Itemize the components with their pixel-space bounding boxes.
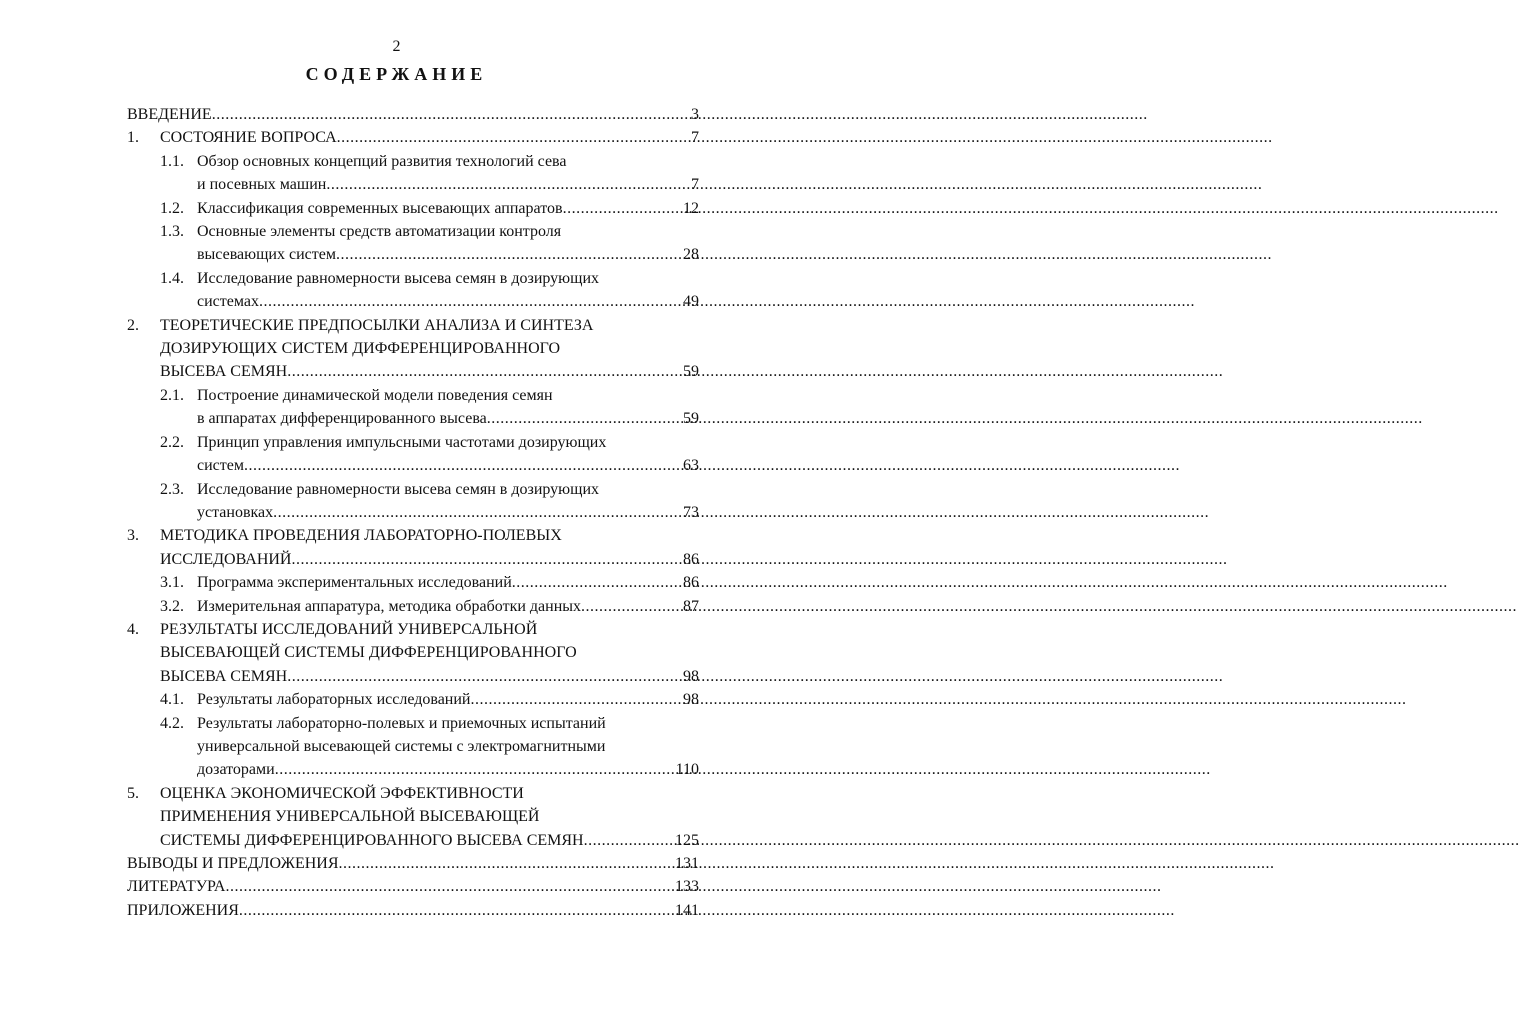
toc-page-number: 7 (691, 129, 699, 147)
toc-dot-leader (212, 103, 669, 126)
toc-page-number: 133 (675, 878, 699, 896)
toc-dot-leader (512, 571, 669, 594)
toc-page-number: 87 (683, 597, 699, 615)
toc-entry-line (160, 360, 699, 383)
toc-entry-label: ВЫВОДЫ И ПРЕДЛОЖЕНИЯ (127, 855, 339, 872)
toc-entry-text (197, 712, 699, 782)
toc-entry-number: 3. (127, 527, 139, 545)
toc-entry-number: 5. (127, 784, 139, 802)
toc-page-number: 3 (691, 106, 699, 123)
toc-entry-label: СОСТОЯНИЕ ВОПРОСА (160, 129, 337, 147)
toc-dot-leader (326, 173, 669, 196)
toc-entry-line (197, 150, 699, 173)
toc-entry-label: Результаты лабораторных исследований (197, 691, 471, 709)
toc-entry-text (197, 478, 699, 525)
toc-entry-label: в аппаратах дифференцированного высева (197, 410, 487, 428)
toc-entry-text (160, 314, 699, 384)
toc-entry-label: Исследование равномерности высева семян в дозирующих (197, 480, 599, 498)
toc-page-number: 12 (683, 199, 699, 217)
toc-entry-line (197, 478, 699, 501)
toc-entry-label: РЕЗУЛЬТАТЫ ИССЛЕДОВАНИЙ УНИВЕРСАЛЬНОЙ (160, 620, 538, 638)
toc-entry-text (197, 220, 699, 267)
toc-entry-line (197, 454, 699, 477)
toc-entry-line (197, 267, 699, 290)
toc-entry-label: дозаторами (197, 761, 275, 779)
toc-entry-label: ВЫСЕВА СЕМЯН (160, 667, 288, 685)
toc-page-number: 131 (675, 855, 699, 872)
toc-entry-line (160, 829, 699, 852)
toc-entry-label: ИССЛЕДОВАНИЙ (160, 550, 292, 568)
toc-page-number: 86 (683, 550, 699, 568)
toc-page-number: 63 (683, 457, 699, 475)
toc-entry-line (160, 337, 699, 360)
toc-entry-label: и посевных машин (197, 176, 327, 194)
toc-entry (127, 688, 699, 711)
toc-entry-line (160, 126, 699, 149)
toc-entry-label: универсальной высевающей системы с электромагнитными (197, 737, 606, 755)
toc-entry (127, 220, 699, 267)
toc-entry-label: Основные элементы средств автоматизации контроля (197, 223, 562, 241)
toc-dot-leader (470, 688, 669, 711)
toc-page-number: 28 (683, 246, 699, 264)
toc-entry-label: Измерительная аппаратура, методика обработки данных (197, 597, 582, 615)
toc-entry-label: системах (197, 293, 259, 311)
toc-entry-text (127, 103, 699, 126)
toc-entry-line (197, 501, 699, 524)
toc-entry-number: 1.4. (160, 269, 184, 287)
toc-entry-line (160, 641, 699, 664)
toc-entry (127, 478, 699, 525)
page-number: 2 (392, 38, 401, 55)
toc-entry-line (160, 665, 699, 688)
toc-page-number: 59 (683, 410, 699, 428)
toc-entry (127, 267, 699, 314)
toc-entry (127, 524, 699, 571)
toc-page-number: 98 (683, 667, 699, 685)
toc-entry-label: ВЫСЕВА СЕМЯН (160, 363, 288, 381)
toc-entry-label: ОЦЕНКА ЭКОНОМИЧЕСКОЙ ЭФФЕКТИВНОСТИ (160, 784, 524, 802)
toc-entry (127, 782, 699, 852)
toc-entry-label: ЛИТЕРАТУРА (127, 878, 226, 896)
toc-entry-text (197, 384, 699, 431)
toc-entry-number: 4.2. (160, 714, 184, 732)
toc-entry-text (127, 899, 699, 922)
toc-dot-leader (487, 407, 669, 430)
toc-entry (127, 595, 699, 618)
toc-entry-label: ВЫСЕВАЮЩЕЙ СИСТЕМЫ ДИФФЕРЕНЦИРОВАННОГО (160, 644, 577, 662)
toc-dot-leader (339, 852, 669, 875)
toc-entry-label: ДОЗИРУЮЩИХ СИСТЕМ ДИФФЕРЕНЦИРОВАННОГО (160, 340, 561, 358)
toc-entry (127, 126, 699, 149)
toc-entry-label: ВВЕДЕНИЕ (127, 106, 212, 123)
toc-entry-label: Классификация современных высевающих аппаратов (197, 199, 563, 217)
toc-entry-number: 2.1. (160, 386, 184, 404)
toc-entry-line (197, 431, 699, 454)
toc-entry-line (127, 103, 699, 126)
toc-entry (127, 875, 699, 898)
toc-entry-label: ПРИМЕНЕНИЯ УНИВЕРСАЛЬНОЙ ВЫСЕВАЮЩЕЙ (160, 808, 540, 826)
toc-entry-text (160, 618, 699, 688)
toc-entry-label: Исследование равномерности высева семян в дозирующих (197, 269, 599, 287)
toc-entry-line (197, 735, 699, 758)
toc-entry-number: 2.2. (160, 433, 184, 451)
toc-entry-label: Принцип управления импульсными частотами дозирующих (197, 433, 607, 451)
toc-entry-line (160, 782, 699, 805)
toc-entry-line (197, 243, 699, 266)
toc-entry-number: 4. (127, 620, 139, 638)
toc-dot-leader (581, 595, 669, 618)
toc-entry (127, 899, 699, 922)
toc-entry-label: Построение динамической модели поведения семян (197, 386, 553, 404)
toc-dot-leader (273, 501, 669, 524)
toc-dot-leader (336, 243, 669, 266)
toc-entry-line (127, 852, 699, 875)
toc-dot-leader (584, 829, 669, 852)
toc-entry-number: 1. (127, 129, 139, 147)
toc-entry-label: систем (197, 457, 244, 475)
toc-entry-line (197, 712, 699, 735)
toc-entry (127, 314, 699, 384)
toc-dot-leader (244, 454, 669, 477)
toc-entry-line (197, 197, 699, 220)
toc-dot-leader (259, 290, 669, 313)
toc-entry-line (197, 220, 699, 243)
toc-entry-label: МЕТОДИКА ПРОВЕДЕНИЯ ЛАБОРАТОРНО-ПОЛЕВЫХ (160, 527, 562, 545)
toc-page-number: 73 (683, 503, 699, 521)
toc-entry-number: 4.1. (160, 691, 184, 709)
toc-entry-line (127, 875, 699, 898)
toc-entry-line (160, 314, 699, 337)
toc-entry (127, 150, 699, 197)
page-title: СОДЕРЖАНИЕ (305, 64, 488, 84)
toc-entry-label: ТЕОРЕТИЧЕСКИЕ ПРЕДПОСЫЛКИ АНАЛИЗА И СИНТЕЗА (160, 316, 594, 334)
toc-entry-line (197, 407, 699, 430)
toc-dot-leader (291, 548, 669, 571)
toc-entry-text (160, 126, 699, 149)
toc-entry-label: СИСТЕМЫ ДИФФЕРЕНЦИРОВАННОГО ВЫСЕВА СЕМЯН (160, 831, 584, 849)
toc-entry-text (197, 431, 699, 478)
toc-entry-text (127, 875, 699, 898)
toc-entry-text (160, 524, 699, 571)
toc-page-number: 125 (675, 831, 699, 849)
toc-entry (127, 103, 699, 126)
toc-entry-label: Программа экспериментальных исследований (197, 574, 512, 592)
toc-entry-line (197, 758, 699, 781)
toc-entry-text (197, 197, 699, 220)
toc-entry-line (160, 618, 699, 641)
toc-dot-leader (287, 360, 669, 383)
toc-entry (127, 618, 699, 688)
toc-entry (127, 571, 699, 594)
toc-entry-number: 1.2. (160, 199, 184, 217)
toc-entry-number: 3.2. (160, 597, 184, 615)
toc-entry-text (197, 688, 699, 711)
toc-entry-line (160, 805, 699, 828)
toc-entry-label: Результаты лабораторно-полевых и приемочных испытаний (197, 714, 606, 732)
toc-page-number: 49 (683, 293, 699, 311)
toc-dot-leader (239, 899, 669, 922)
toc-entry (127, 712, 699, 782)
toc-entry-line (197, 688, 699, 711)
toc-dot-leader (275, 758, 669, 781)
toc-entry (127, 852, 699, 875)
toc-entry-text (160, 782, 699, 852)
toc-entry-number: 1.3. (160, 223, 184, 241)
toc-entry-text (197, 595, 699, 618)
toc-entry-number: 1.1. (160, 152, 184, 170)
toc-entry-number: 2. (127, 316, 139, 334)
toc-page-number: 86 (683, 574, 699, 592)
toc-page-number: 7 (691, 176, 699, 194)
toc-entry-label: ПРИЛОЖЕНИЯ (127, 901, 239, 919)
toc-entry-label: высевающих систем (197, 246, 336, 264)
toc-entry (127, 384, 699, 431)
toc-entry-line (160, 524, 699, 547)
toc-entry-label: Обзор основных концепций развития технологий сева (197, 152, 567, 170)
toc-page-number: 141 (675, 901, 699, 919)
toc-entry (127, 431, 699, 478)
toc-entry-line (197, 290, 699, 313)
toc-page-number: 59 (683, 363, 699, 381)
table-of-contents (127, 103, 699, 922)
toc-entry-number: 2.3. (160, 480, 184, 498)
toc-dot-leader (287, 665, 669, 688)
toc-entry-text (197, 267, 699, 314)
toc-entry-text (197, 571, 699, 594)
toc-entry-text (127, 852, 699, 875)
toc-entry-line (197, 571, 699, 594)
toc-entry-line (127, 899, 699, 922)
toc-entry-line (197, 173, 699, 196)
toc-entry-label: установках (197, 503, 274, 521)
toc-dot-leader (563, 197, 669, 220)
toc-dot-leader (337, 126, 669, 149)
toc-entry-text (197, 150, 699, 197)
toc-entry-number: 3.1. (160, 574, 184, 592)
toc-entry-line (160, 548, 699, 571)
toc-entry-line (197, 595, 699, 618)
toc-entry (127, 197, 699, 220)
toc-dot-leader (225, 875, 669, 898)
toc-page-number: 98 (683, 691, 699, 709)
toc-page-number: 110 (675, 761, 699, 779)
toc-entry-line (197, 384, 699, 407)
